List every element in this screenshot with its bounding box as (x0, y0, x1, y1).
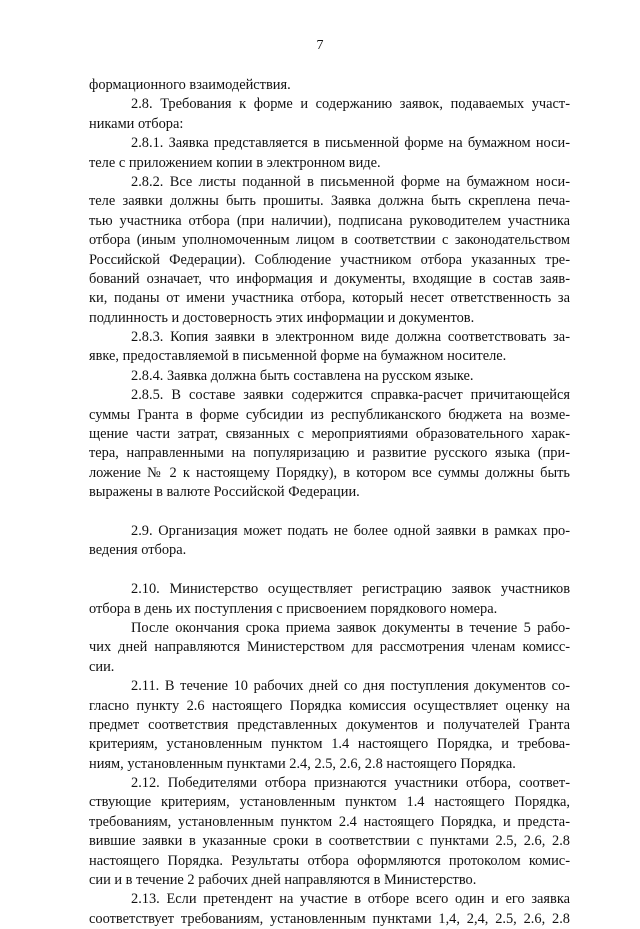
paragraph (89, 328, 570, 367)
paragraph (89, 619, 570, 677)
page-number: 7 (316, 38, 324, 53)
text-line: 2.8.5. В составе заявки содержится справка-расчет причитающейся (131, 387, 570, 404)
document-body (89, 76, 570, 929)
text-line: предмет соответствия представленных документов и получателей Гранта (89, 716, 570, 733)
text-line: тера, направленными на популяризацию и развитие русского языка (при- (89, 445, 570, 462)
text-line: отбора (иным уполномоченным лицом в соответствии с законодательством (89, 232, 570, 249)
text-line: гласно пункту 2.6 настоящего Порядка комиссия осуществляет оценку на (89, 697, 570, 714)
text-line: 2.12. Победителями отбора признаются участники отбора, соответ- (131, 775, 570, 792)
text-line: явке, предоставляемой в письменной форме на бумажном носителе. (89, 348, 507, 365)
text-line: 2.9. Организация может подать не более одной заявки в рамках про- (131, 522, 570, 539)
text-line: 2.11. В течение 10 рабочих дней со дня поступления документов со- (131, 678, 570, 695)
text-line: 2.8.4. Заявка должна быть составлена на русском языке. (131, 367, 474, 384)
text-line: чих дней направляются Министерством для рассмотрения членам комисс- (89, 639, 570, 656)
text-line: подлинность и достоверность этих информации и документов. (89, 309, 475, 326)
paragraph (89, 76, 570, 95)
text-line: После окончания срока приема заявок документы в течение 5 рабо- (131, 619, 570, 636)
paragraph (89, 774, 570, 890)
text-line: теле заявки должны быть прошиты. Заявка должна быть скреплена печа- (89, 193, 570, 210)
text-line: требованиям, установленным пунктом 2.4 настоящего Порядка, и предста- (89, 813, 570, 830)
text-line: ниям, установленным пунктами 2.4, 2.5, 2.6, 2.8 настоящего Порядка. (89, 755, 516, 772)
paragraph (89, 386, 570, 502)
paragraph (89, 522, 570, 561)
text-line: настоящего Порядка. Результаты отбора оформляются протоколом комис- (89, 852, 570, 869)
text-line: 2.10. Министерство осуществляет регистрацию заявок участников (131, 581, 570, 598)
text-line: ведения отбора. (89, 542, 187, 559)
paragraph (89, 367, 570, 386)
paragraph (89, 677, 570, 774)
paragraph-spacer (89, 503, 570, 522)
text-line: 2.8.2. Все листы поданной в письменной форме на бумажном носи- (131, 173, 570, 190)
text-line: суммы Гранта в форме субсидии из республиканского бюджета на возме- (89, 406, 570, 423)
text-line: ложение № 2 к настоящему Порядку), в котором все суммы должны быть (89, 464, 570, 481)
text-line: 2.8.1. Заявка представляется в письменной форме на бумажном носи- (131, 135, 570, 152)
text-line: ствующие критериям, установленным пунктом 1.4 настоящего Порядка, (89, 794, 570, 811)
text-line: вившие заявки в указанные сроки в соответствии с пунктами 2.5, 2.6, 2.8 (89, 833, 570, 850)
text-line: 2.8.3. Копия заявки в электронном виде должна соответствовать за- (131, 329, 570, 346)
text-line: соответствует требованиям, установленным пунктами 1,4, 2,4, 2.5, 2.6, 2.8 (89, 910, 570, 927)
text-line: бований означает, что информация и документы, входящие в состав заяв- (89, 270, 570, 287)
text-line: теле с приложением копии в электронном виде. (89, 154, 381, 171)
text-line: критериям, установленным пунктом 1.4 настоящего Порядка, и требова- (89, 736, 570, 753)
text-line: ки, поданы от имени участника отбора, который несет ответственность за (89, 290, 570, 307)
paragraph (89, 95, 570, 134)
text-line: формационного взаимодействия. (89, 77, 291, 93)
paragraph (89, 173, 570, 328)
text-line: отбора в день их поступления с присвоением порядкового номера. (89, 600, 498, 617)
text-line: щение части затрат, связанных с мероприятиями образовательного харак- (89, 426, 570, 443)
text-line: 2.13. Если претендент на участие в отборе всего один и его заявка (131, 891, 570, 908)
text-line: выражены в валюте Российской Федерации. (89, 484, 360, 501)
text-line: тью участника отбора (при наличии), подписана руководителем участника (89, 212, 570, 229)
text-line: сии и в течение 2 рабочих дней направляются в Министерство. (89, 872, 477, 889)
paragraph (89, 580, 570, 619)
text-line: никами отбора: (89, 115, 184, 132)
paragraph-spacer (89, 561, 570, 580)
text-line: 2.8. Требования к форме и содержанию заявок, подаваемых участ- (131, 96, 570, 113)
text-line: сии. (89, 658, 115, 675)
paragraph (89, 134, 570, 173)
paragraph (89, 890, 570, 929)
text-line: Российской Федерации). Соблюдение участником отбора указанных тре- (89, 251, 570, 268)
